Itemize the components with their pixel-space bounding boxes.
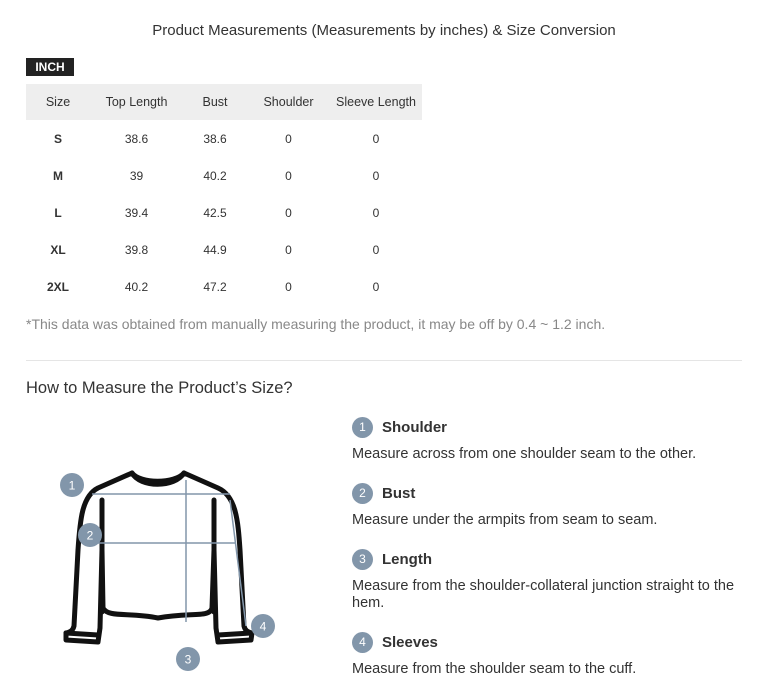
- table-cell: 39.4: [124, 205, 149, 220]
- column-header: Size: [26, 84, 90, 120]
- marker-3: [176, 647, 200, 671]
- marker-label: 2: [86, 528, 94, 543]
- step-length: [352, 548, 752, 612]
- table-cell: 40.2: [124, 279, 149, 294]
- marker-label: 1: [68, 478, 76, 493]
- marker-label: 3: [184, 652, 192, 667]
- table-cell: 44.9: [203, 242, 227, 257]
- size-cell: M: [53, 168, 63, 183]
- marker-4: [251, 614, 275, 638]
- table-row: [26, 194, 422, 231]
- table-cell: 0: [285, 279, 292, 294]
- table-cell: 0: [285, 168, 292, 183]
- table-cell: 0: [372, 168, 380, 183]
- measurement-note: *This data was obtained from manually measuring the product, it may be off by 0.4 ~ 1.2 inch.: [26, 316, 606, 332]
- table-cell: 0: [372, 205, 380, 220]
- step-number-badge: 1: [352, 417, 373, 438]
- table-cell: 0: [285, 205, 292, 220]
- table-cell: 39: [129, 168, 144, 183]
- table-cell: 0: [285, 131, 292, 146]
- step-description: Measure under the armpits from seam to seam.: [352, 512, 658, 528]
- step-title: Shoulder: [382, 418, 448, 436]
- step-title: Bust: [382, 484, 416, 502]
- step-bust: [352, 482, 752, 529]
- section-title: How to Measure the Product’s Size?: [26, 379, 293, 397]
- step-description: Measure across from one shoulder seam to the other.: [352, 446, 697, 462]
- step-title: Length: [382, 550, 432, 568]
- table-header-row: [26, 84, 422, 120]
- measure-lines: [82, 480, 246, 626]
- column-header: Top Length: [90, 84, 183, 120]
- table-row: [26, 120, 422, 157]
- column-header: Shoulder: [247, 84, 330, 120]
- table-cell: 0: [285, 242, 292, 257]
- section-divider: [26, 360, 742, 361]
- size-cell: L: [54, 205, 62, 220]
- table-cell: 38.6: [203, 131, 227, 146]
- table-cell: 38.6: [124, 131, 149, 146]
- unit-badge: INCH: [26, 58, 74, 76]
- step-description: Measure from the shoulder-collateral junction straight to the hem.: [352, 578, 735, 611]
- sweater-diagram: [40, 440, 300, 690]
- table-cell: 0: [372, 131, 380, 146]
- step-title: Sleeves: [382, 633, 438, 651]
- column-header: Sleeve Length: [330, 84, 422, 120]
- table-cell: 0: [372, 242, 380, 257]
- step-number-badge: 2: [352, 483, 373, 504]
- table-cell: 0: [372, 279, 380, 294]
- table-cell: 39.8: [124, 242, 149, 257]
- size-cell: 2XL: [46, 279, 69, 294]
- table-row: [26, 268, 422, 305]
- step-number-badge: 3: [352, 549, 373, 570]
- step-shoulder: [352, 416, 752, 463]
- table-cell: 47.2: [203, 279, 227, 294]
- column-header: Bust: [183, 84, 247, 120]
- step-number-badge: 4: [352, 632, 373, 653]
- marker-label: 4: [259, 619, 267, 634]
- marker-2: [78, 523, 102, 547]
- marker-1: [60, 473, 84, 497]
- table-cell: 42.5: [203, 205, 227, 220]
- table-row: [26, 231, 422, 268]
- step-description: Measure from the shoulder seam to the cuff.: [352, 661, 637, 677]
- size-cell: S: [53, 131, 62, 146]
- size-cell: XL: [50, 242, 66, 257]
- table-cell: 40.2: [203, 168, 227, 183]
- sweater-outline-icon: [66, 473, 252, 642]
- table-row: [26, 157, 422, 194]
- page-title: Product Measurements (Measurements by inches) & Size Conversion: [152, 22, 616, 39]
- step-sleeves: [352, 631, 752, 678]
- size-table: [26, 84, 422, 305]
